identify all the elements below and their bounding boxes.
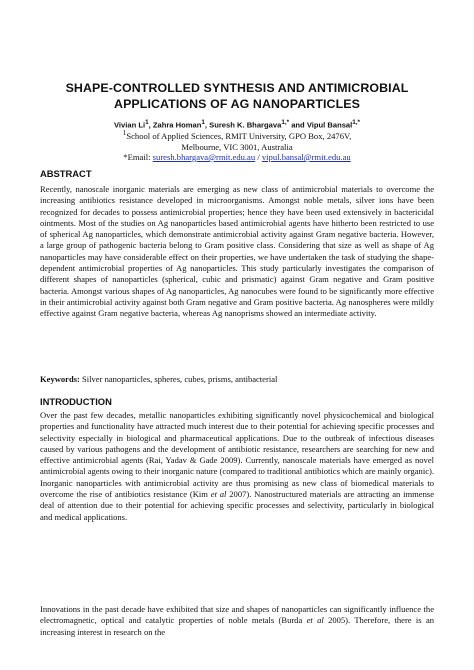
paper-title	[60, 80, 414, 112]
author-name: Suresh K. Bhargava	[209, 120, 282, 130]
email-link-bansal[interactable]: vipul.bansal@rmit.edu.au	[261, 152, 351, 162]
title-line-1: SHAPE-CONTROLLED SYNTHESIS AND ANTIMICROBIAL	[65, 81, 409, 95]
affiliation-line-2: Melbourne, VIC 3001, Australia	[181, 142, 293, 153]
author-list: Vivian Li$^1$, Zahra Homan$^1$, Suresh K. Bhargava$^{1,*}$ and Vipul Bansal$^{1,*}$	[113, 119, 361, 130]
email-separator: /	[257, 152, 260, 162]
affiliation	[60, 128, 414, 154]
introduction-heading: INTRODUCTION	[40, 396, 112, 407]
author-conjunction: and	[291, 120, 305, 130]
email-prefix: *Email:	[123, 152, 151, 162]
keywords-text: Silver nanoparticles, spheres, cubes, prisms, antibacterial	[82, 374, 278, 384]
abstract-body	[40, 184, 434, 320]
author-name: Vipul Bansal	[306, 120, 353, 130]
citation-etal: et al	[306, 615, 324, 626]
abstract-heading: ABSTRACT	[40, 168, 92, 179]
email-line	[60, 152, 414, 163]
abstract-text: Recently, nanoscale inorganic materials are emerging as new class of antimicrobial materials to overcome the increasing antibiotics resistance developed in microorganisms. Amongst noble metals, silver ions have been recognized for decades to possess antimicrobial properties; hence they have been used extensively in bactericidal ointments. Most of the studies on Ag nanoparticles based antimicrobial agents have hitherto been restricted to use of spherical Ag nanoparticles, which demonstrate antimicrobial activity against Gram negative bacteria. However, a large group of pathogenic bacteria belong to Gram positive class. Considering that size as well as shape of Ag nanoparticles may have considerable effect on their properties, we have undertaken the task of studying the shape-dependent antimicrobial properties of Ag nanoparticles. This study particularly investigates the comparison of different shapes of nanoparticles (spherical, cubic and prismatic) against Gram negative and Gram positive bacteria. Amongst various shapes of Ag nanoparticles, Ag nanocubes were found to be significantly more effective in their antimicrobial activity against both Gram negative and Gram positive bacteria. Ag nanospheres were mildly effective against Gram negative bacteria, whereas Ag nanoprisms showed an intermediate activity.	[40, 184, 434, 319]
author-name: Zahra Homan	[152, 120, 202, 130]
author-name: Vivian Li	[113, 120, 146, 130]
affiliation-superscript: 1	[122, 129, 127, 137]
keywords-label: Keywords:	[40, 374, 80, 384]
title-line-2: APPLICATIONS OF AG NANOPARTICLES	[114, 97, 360, 111]
author-superscript: 1	[201, 119, 205, 126]
author-superscript: 1,*	[281, 119, 290, 126]
introduction-paragraph-2: Innovations in the past decade have exhibited that size and shapes of nanoparticles can significantly influence the electromagnetic, optical and catalytic properties of noble metals (Burda et al 2005). Therefore, there is an increasing interest in research on the	[40, 604, 435, 637]
citation-etal: et al	[210, 489, 227, 500]
introduction-paragraph-1: Over the past few decades, metallic nanoparticles exhibiting significantly novel physicochemical and biological properties and functionality have attracted much interest due to their potential for achieving specific processes and selectivity especially in biological and pharmaceutical applications. Due to the outbreak of infectious diseases caused by various pathogens and the development of antibiotic resistance, researchers are searching for new and effective antimicrobial agents (Rai, Yadav & Gade 2009). Currently, nanoscale materials have emerged as novel antimicrobial agents owing to their inorganic nature (compared to traditional antibiotics which are mainly organic). Inorganic nanoparticles with antimicrobial activity are thus promising as new class of biomedical materials to overcome the rise of antibiotics resistance (Kim et al 2007). Nanostructured materials are attracting an immense deal of attention due to their potential for achieving specific processes and selectivity, particularly in biological and medical applications.	[40, 410, 434, 522]
author-superscript: 1	[145, 119, 149, 126]
keywords	[40, 374, 434, 385]
affiliation-line-1: $^1$School of Applied Sciences, RMIT University, GPO Box, 2476V,	[122, 129, 352, 141]
author-superscript: 1,*	[352, 119, 361, 126]
email-link-bhargava[interactable]: suresh.bhargava@rmit.edu.au	[152, 152, 256, 162]
